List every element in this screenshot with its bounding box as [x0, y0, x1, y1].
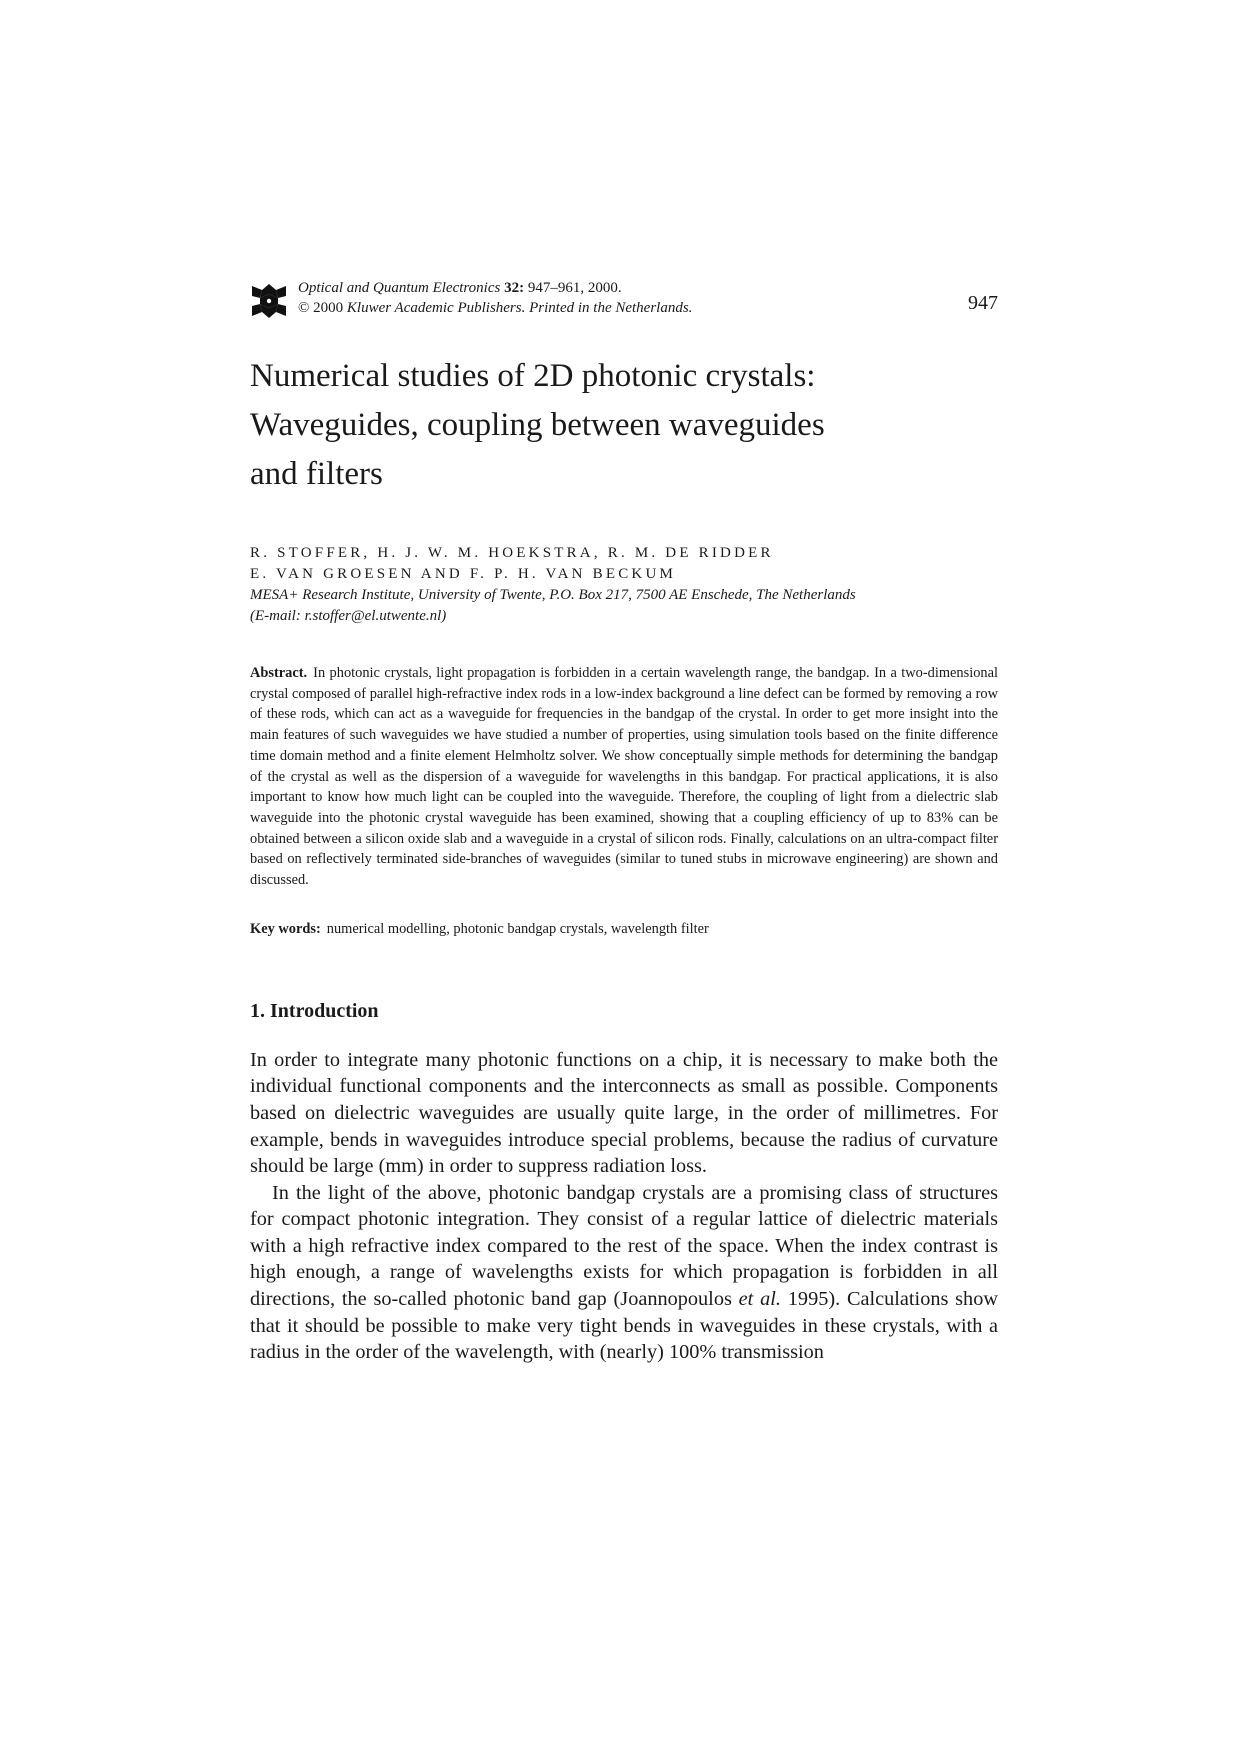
paper-title: [250, 352, 998, 499]
publisher-line: Kluwer Academic Publishers. Printed in the Netherlands.: [346, 300, 693, 316]
title-line-3: and filters: [250, 456, 383, 492]
introduction-paragraph-2: [250, 1180, 998, 1366]
introduction-paragraph-1: In order to integrate many photonic functions on a chip, it is necessary to make both the individual functional components and the interconnects as small as possible. Components based on dielectric waveguides are usually quite large, in the order of millimetres. For example, bends in waveguides introduce special problems, because the radius of curvature should be large (mm) in order to suppress radiation loss.: [250, 1048, 998, 1178]
author-email: (E-mail: r.stoffer@el.utwente.nl): [250, 608, 447, 624]
copyright-symbol: ©: [298, 300, 310, 316]
paper-page: [250, 278, 998, 1366]
introduction-body: [250, 1047, 998, 1366]
author-affiliation: MESA+ Research Institute, University of Twente, P.O. Box 217, 7500 AE Enschede, The Netherlands: [250, 587, 856, 603]
authors-line-1: R. STOFFER, H. J. W. M. HOEKSTRA, R. M. DE RIDDER: [250, 545, 774, 561]
abstract: [250, 663, 998, 891]
kluwer-publisher-logo-icon: [250, 282, 288, 320]
keywords-text: numerical modelling, photonic bandgap crystals, wavelength filter: [326, 920, 709, 937]
paragraph-2-text-after: 1995). Calculations show that it should be possible to make very tight bends in waveguides in these crystals, with a radius in the order of the wavelength, with (nearly) 100% transmission: [250, 1288, 998, 1364]
journal-citation-line: [298, 278, 692, 298]
paragraph-2-et-al: et al.: [738, 1288, 781, 1311]
copyright-line: [298, 298, 692, 318]
page-number: 947: [968, 292, 998, 314]
section-heading-introduction: 1. Introduction: [250, 999, 379, 1022]
abstract-label: Abstract.: [250, 665, 308, 681]
abstract-text: In photonic crystals, light propagation is forbidden in a certain wavelength range, the bandgap. In a two-dimensional crystal composed of parallel high-refractive index rods in a low-index background a line defect can be formed by removing a row of these rods, which can act as a waveguide for frequencies in the bandgap of the crystal. In order to get more insight into the main features of such waveguides we have studied a number of properties, using simulation tools based on the finite difference time domain method and a finite element Helmholtz solver. We show conceptually simple methods for determining the bandgap of the crystal as well as the dispersion of a waveguide for wavelengths in this bandgap. For practical applications, it is also important to know how much light can be coupled into the waveguide. Therefore, the coupling of light from a dielectric slab waveguide into the photonic crystal waveguide has been examined, showing that a coupling efficiency of up to 83% can be obtained between a silicon oxide slab and a waveguide in a crystal of silicon rods. Finally, calculations on an ultra-compact filter based on reflectively terminated side-branches of waveguides (similar to tuned stubs in microwave engineering) are shown and discussed.: [250, 665, 998, 889]
journal-citation: [298, 278, 692, 318]
keywords: [250, 919, 998, 939]
journal-pages-year: 947–961, 2000.: [527, 280, 622, 296]
title-line-1: Numerical studies of 2D photonic crystals:: [250, 358, 816, 394]
keywords-label: Key words:: [250, 920, 321, 937]
journal-header: [250, 278, 998, 326]
journal-name: Optical and Quantum Electronics: [298, 280, 501, 296]
journal-volume: 32:: [504, 280, 525, 296]
author-block: [250, 543, 998, 627]
title-line-2: Waveguides, coupling between waveguides: [250, 407, 825, 443]
paragraph-2-text-before: In the light of the above, photonic bandgap crystals are a promising class of structures for compact photonic integration. They consist of a regular lattice of dielectric materials with a high refractive index compared to the rest of the space. When the index contrast is high enough, a range of wavelengths exists for which propagation is forbidden in all directions, the so-called photonic band gap (Joannopoulos: [250, 1181, 998, 1311]
copyright-year: 2000: [313, 300, 344, 316]
authors-line-2: E. VAN GROESEN AND F. P. H. VAN BECKUM: [250, 566, 677, 582]
